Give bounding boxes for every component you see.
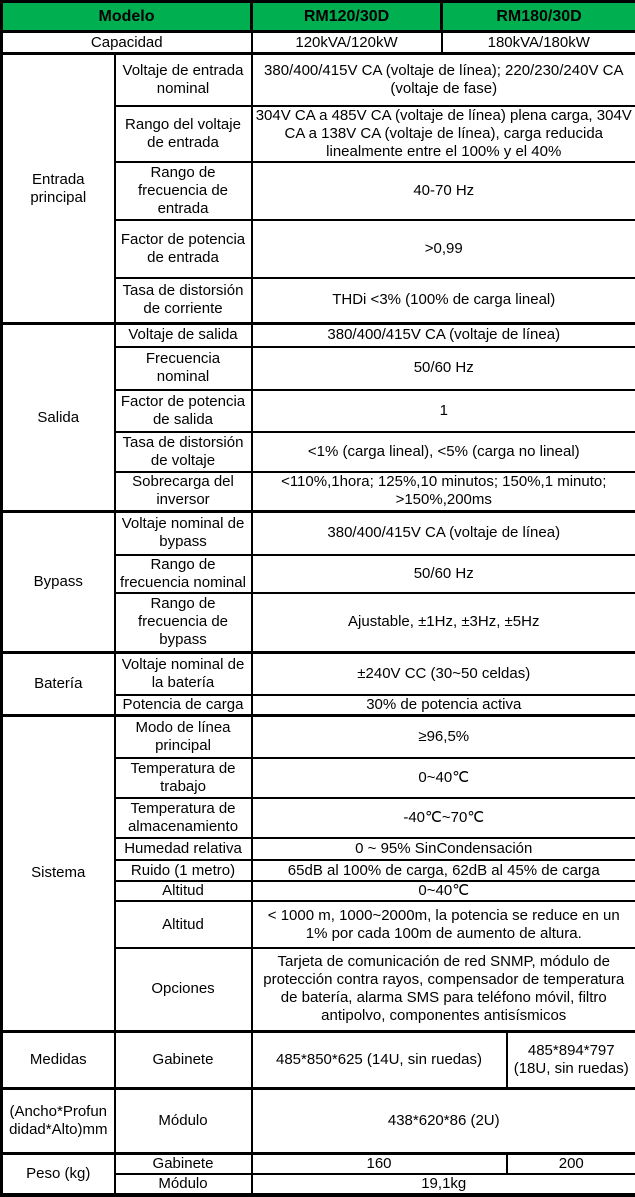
label-altitud-2: Altitud	[115, 901, 252, 948]
label-altitud-1: Altitud	[115, 881, 252, 901]
value-altitud-1: 0~40℃	[252, 881, 635, 901]
label-rango-frecuencia-nominal: Rango de frecuencia nominal	[115, 555, 252, 593]
value-peso-gabinete-rm120: 160	[252, 1153, 507, 1174]
group-label-salida: Salida	[2, 324, 115, 512]
value-voltaje-nominal-bateria: ±240V CC (30~50 celdas)	[252, 653, 635, 695]
label-peso-gabinete: Gabinete	[115, 1153, 252, 1174]
label-medidas-gabinete: Gabinete	[115, 1031, 252, 1088]
label-ruido-1-metro: Ruido (1 metro)	[115, 860, 252, 881]
group-label-peso-kg: Peso (kg)	[2, 1153, 115, 1195]
label-tasa-distorsion-corriente: Tasa de distorsión de corriente	[115, 278, 252, 324]
value-opciones: Tarjeta de comunicación de red SNMP, módulo de protección contra rayos, compensador de temperatura de batería, alarma SMS para teléfono móvil, filtro antipolvo, componentes antisísmicos	[252, 948, 635, 1031]
label-opciones: Opciones	[115, 948, 252, 1031]
value-rango-frecuencia-entrada: 40-70 Hz	[252, 162, 635, 220]
group-label-bypass: Bypass	[2, 512, 115, 653]
capacity-value-rm180: 180kVA/180kW	[442, 32, 635, 54]
label-voltaje-nominal-bateria: Voltaje nominal de la batería	[115, 653, 252, 695]
value-tasa-distorsion-corriente: THDi <3% (100% de carga lineal)	[252, 278, 635, 324]
label-modo-linea-principal: Modo de línea principal	[115, 715, 252, 758]
label-voltaje-entrada-nominal: Voltaje de entrada nominal	[115, 54, 252, 106]
value-sobrecarga-inversor: <110%,1hora; 125%,10 minutos; 150%,1 minuto; >150%,200ms	[252, 472, 635, 512]
group-label-sistema: Sistema	[2, 715, 115, 1031]
capacity-label: Capacidad	[2, 32, 252, 54]
group-label-medidas: Medidas	[2, 1031, 115, 1088]
label-factor-potencia-salida: Factor de potencia de salida	[115, 390, 252, 432]
label-tasa-distorsion-voltaje: Tasa de distorsión de voltaje	[115, 432, 252, 472]
value-peso-modulo: 19,1kg	[252, 1174, 635, 1195]
header-model-rm120-30d: RM120/30D	[252, 2, 442, 32]
value-temperatura-almacenamiento: -40℃~70℃	[252, 798, 635, 838]
label-sobrecarga-inversor: Sobrecarga del inversor	[115, 472, 252, 512]
value-tasa-distorsion-voltaje: <1% (carga lineal), <5% (carga no lineal)	[252, 432, 635, 472]
label-factor-potencia-entrada: Factor de potencia de entrada	[115, 220, 252, 278]
value-factor-potencia-salida: 1	[252, 390, 635, 432]
value-ruido-1-metro: 65dB al 100% de carga, 62dB al 45% de carga	[252, 860, 635, 881]
value-humedad-relativa: 0 ~ 95% SinCondensación	[252, 838, 635, 860]
header-modelo-label: Modelo	[2, 2, 252, 32]
label-temperatura-trabajo: Temperatura de trabajo	[115, 758, 252, 798]
value-factor-potencia-entrada: >0,99	[252, 220, 635, 278]
value-voltaje-salida: 380/400/415V CA (voltaje de línea)	[252, 324, 635, 347]
label-voltaje-nominal-bypass: Voltaje nominal de bypass	[115, 512, 252, 555]
group-label-dimensiones-mm: (Ancho*Profundidad*Alto)mm	[2, 1088, 115, 1153]
label-peso-modulo: Módulo	[115, 1174, 252, 1195]
value-rango-frecuencia-bypass: Ajustable, ±1Hz, ±3Hz, ±5Hz	[252, 593, 635, 653]
label-rango-voltaje-entrada: Rango del voltaje de entrada	[115, 106, 252, 162]
label-rango-frecuencia-bypass: Rango de frecuencia de bypass	[115, 593, 252, 653]
value-rango-voltaje-entrada: 304V CA a 485V CA (voltaje de línea) plena carga, 304V CA a 138V CA (voltaje de línea), carga reducida linealmente entre el 100% y el 40%	[252, 106, 635, 162]
label-medidas-modulo: Módulo	[115, 1088, 252, 1153]
header-model-rm180-30d: RM180/30D	[442, 2, 635, 32]
value-modo-linea-principal: ≥96,5%	[252, 715, 635, 758]
label-humedad-relativa: Humedad relativa	[115, 838, 252, 860]
group-label-entrada-principal: Entrada principal	[2, 54, 115, 324]
group-label-bateria: Batería	[2, 653, 115, 716]
value-altitud-2: < 1000 m, 1000~2000m, la potencia se reduce en un 1% por cada 100m de aumento de altura.	[252, 901, 635, 948]
value-temperatura-trabajo: 0~40℃	[252, 758, 635, 798]
value-medidas-modulo: 438*620*86 (2U)	[252, 1088, 635, 1153]
value-voltaje-entrada-nominal: 380/400/415V CA (voltaje de línea); 220/230/240V CA (voltaje de fase)	[252, 54, 635, 106]
value-medidas-gabinete-rm180: 485*894*797 (18U, sin ruedas)	[507, 1031, 635, 1088]
label-frecuencia-nominal: Frecuencia nominal	[115, 347, 252, 390]
value-rango-frecuencia-nominal: 50/60 Hz	[252, 555, 635, 593]
value-peso-gabinete-rm180: 200	[507, 1153, 635, 1174]
label-voltaje-salida: Voltaje de salida	[115, 324, 252, 347]
value-frecuencia-nominal: 50/60 Hz	[252, 347, 635, 390]
value-potencia-carga: 30% de potencia activa	[252, 695, 635, 716]
label-temperatura-almacenamiento: Temperatura de almacenamiento	[115, 798, 252, 838]
label-potencia-carga: Potencia de carga	[115, 695, 252, 716]
label-rango-frecuencia-entrada: Rango de frecuencia de entrada	[115, 162, 252, 220]
capacity-value-rm120: 120kVA/120kW	[252, 32, 442, 54]
value-voltaje-nominal-bypass: 380/400/415V CA (voltaje de línea)	[252, 512, 635, 555]
value-medidas-gabinete-rm120: 485*850*625 (14U, sin ruedas)	[252, 1031, 507, 1088]
